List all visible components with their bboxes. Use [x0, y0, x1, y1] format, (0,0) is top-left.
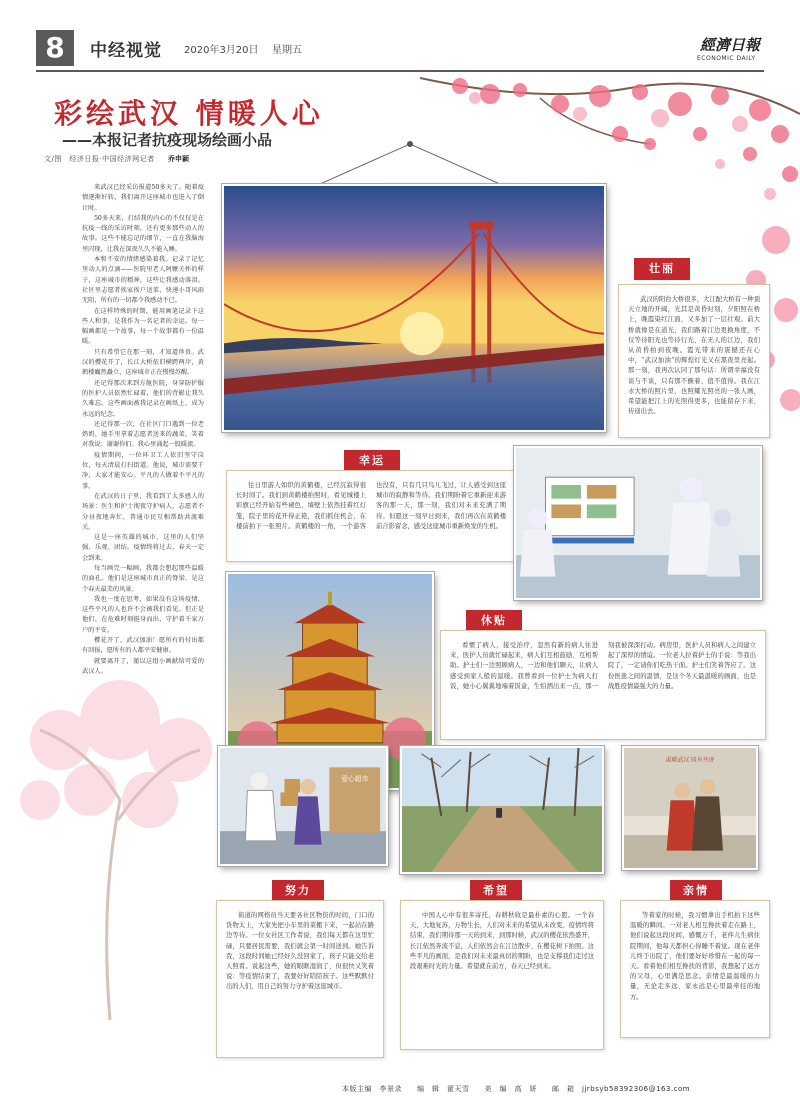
author-name: 乔申颖: [168, 155, 189, 163]
article-subtitle: ——本报记者抗疫现场绘画小品: [62, 131, 273, 149]
article-body: [82, 183, 204, 927]
newspaper-logo: 經濟日報: [700, 36, 761, 54]
body-paragraph: 每当画完一幅画，我都会想起那些温暖的面孔。他们是这座城市真正的脊梁，是这个春天最美的风景。: [82, 564, 204, 593]
caption-nuli: [216, 900, 384, 1058]
caption-text: 武汉的阳台大桥很多，大江配大桥有一种顶天立地的开阔，光其是黄昏时刻，夕阳照在桥上，晚霞染红江面，又多加了一层壮观。前大桥就像是在道光，我们路着江边更换角度，不仅等待阳光也等待行光，在无人的江边，我们从黄昏拍到夜晚。霞光带来的震撼还在心中，“武汉加油”的辉煌灯光又在黑夜里亮起。那一刻，我再次认同了那句话：所谓幸福没有谈与不谈，只有那不颤着、值不值得。我在江水大桥的照片里，也照耀光照亮的一张人画，希望能把江上的光照得更多，也能留存下来，传递出去。: [628, 296, 760, 416]
delivery-workers-painting: [218, 746, 388, 866]
article-title: 彩绘武汉 情暖人心: [54, 97, 324, 130]
rural-road-painting: [400, 746, 604, 874]
body-paragraph: 疫情期间，一位环卫工人依旧坚守岗位，每天清晨打扫街道。他说，城市需要干净，大家才能安心。平凡的人做着不平凡的事。: [82, 451, 204, 490]
medical-workers-painting: [514, 446, 762, 600]
caption-text: 往日里游人如织的黄鹤楼，已经沉寂得很长时间了。我们到黄鹤楼拍照时，看见城楼上彩旗已经开始有些褪色，墙壁上依然挂着红灯笼，院子里的花开得正艳，我们抓住机会，在楼前拍下一张照片。黄鹤楼的一角，一个游客也没有，只有几只鸟儿飞过，让人感受到这座城市的寂静和等待。我们期盼着它重新迎来游客的那一天，那一刻，我们对未来充满了期待。但愿这一刻早日到来，我们再次在黄鹤楼前合影留念，感受这座城市重新焕发的生机。: [236, 482, 506, 530]
caption-tag-qinqing: 亲情: [670, 880, 722, 902]
newspaper-logo-english: ECONOMIC DAILY: [697, 55, 756, 62]
issue-date: 2020年3月20日: [184, 45, 259, 56]
hanging-string: [320, 140, 500, 186]
caption-xingyun: [226, 470, 516, 562]
bridge-sunset-painting: [222, 184, 606, 432]
caption-tag-tiexin: 休贴: [466, 610, 522, 632]
caption-tag-zhuangli: 壮丽: [634, 258, 690, 280]
caption-text: 中国人心中有很多寄托，春耕秋收是最朴素的心愿。一个春天，大地复苏，万物生长，人们对未来的希望从未改变。疫情终将结束，我们期待那一天的到来，到那时候，武汉的樱花依然盛开，长江依然奔流不息，人们依然会在江边散步、在樱花树下拍照。这些平凡的画面，是我们对未来最真切的期盼，也是支撑我们走过这段艰难时光的力量。希望就在前方，春天已经到来。: [410, 912, 594, 971]
caption-text: 看惯了病人，接受治疗，忽然有新的病人住进来，医护人员就忙碌起来，病人们互相鼓励、互相帮助。护士们一边照顾病人，一边和他们聊天，让病人感受到家人般的温暖。我曾看到一位护士为病人打饭，她小心翼翼地端着饭盒，生怕洒出来一点，那一刻我被深深打动。病房里，医护人员和病人之间建立起了深厚的情谊。一位老人拉着护士的手说：等我出院了，一定请你们吃热干面。护士们笑着答应了。这份医患之间的温情，是这个冬天最温暖的画面，也是战胜疫情最强大的力量。: [450, 642, 756, 690]
caption-text: 街道的网格员当天要各社区物资的时间，门口的货物太上，大家先把小车里的菜搬下来，一起站在路边等待。一位女社区工作者说，我们每天都在这里忙碌，只要居民需要，我们就会第一时间送到。她告诉我，这段时间她已经好久没回家了，孩子只能交给老人照看。说起这些，她的眼眶湿润了，但很快又笑着说：等疫情结束了，我要好好陪陪孩子。这些默默付出的人们，用自己的努力守护着这座城市。: [226, 912, 374, 991]
caption-tag-xiwang: 希望: [470, 880, 522, 902]
body-paragraph: 樱花开了，武汉加油！愿所有的付出都有回报，愿所有的人都平安健康。: [82, 637, 204, 655]
body-paragraph: 来武汉已经采访报道50多天了。随着疫情逐渐好转，我们离开这座城市也进入了倒计时。: [82, 184, 204, 212]
body-paragraph: 还记得那一次，在社区门口遇到一位老奶奶，她手里拿着志愿者送来的蔬菜，笑着对我说：谢谢你们。我心里涌起一股暖流。: [82, 420, 204, 449]
caption-tag-xingyun: 幸运: [344, 450, 400, 472]
issue-weekday: 星期五: [272, 45, 302, 56]
caption-xiwang: [400, 900, 604, 1050]
elderly-couple-painting: [622, 746, 758, 870]
delivery-sign: 爱心超市: [341, 774, 369, 783]
caption-qinqing: [620, 900, 770, 1038]
body-paragraph: 在这样特殊的时期，能用画笔记录下这些人和事，是我作为一名记者的幸运。每一幅画都是一个故事，每一个故事都有一份温暖。: [82, 307, 204, 346]
couple-sign: 温暖武汉 同舟共济: [665, 757, 715, 764]
caption-zhuangli: [618, 284, 770, 438]
body-paragraph: 50多天来，打结我的内心的不仅仅是在抗疫一线的采访时刻，还有更多那些动人的故事。这些不能忘记的细节，一直在我脑海里闪现，让我在深夜久久不能入睡。: [82, 214, 204, 253]
article-byline: 文/图 经济日报·中国经济网记者: [44, 155, 155, 163]
body-paragraph: 在武汉的日子里，我看到了太多感人的场景：医生和护士彻夜守护病人，志愿者不分昼夜地奔忙，普通市民互相帮助共渡难关。: [82, 492, 204, 531]
caption-tag-nuli: 努力: [272, 880, 324, 902]
section-name: 中经视觉: [90, 41, 162, 61]
body-paragraph: 还记得那次来到方舱医院，身穿防护服的医护人员依然忙碌着，他们的背影让我久久难忘。这些画面被我记录在画纸上，成为永远的纪念。: [82, 379, 204, 418]
body-paragraph: 只有希望它在那一刻，才知道珍贵。武汉的樱花开了，长江大桥依旧横跨两岸，黄鹤楼巍然矗立，这座城市正在慢慢苏醒。: [82, 348, 204, 377]
body-paragraph: 本和不安的情绪感染着我。记录了记忆里动人的点滴——医院里老人阿嬷关怀的样子，这座城市的精神，这些让我感动落泪。社区里志愿者挨家挨户送菜，快递小哥风雨无阻，所有的一切都令我感动不已。: [82, 256, 204, 305]
caption-text: 等着家的时候，我习惯拿出手机拍下这些温暖的瞬间。一对老人相互搀扶着走在路上，他们说起这段时间，感慨万千，老伴儿生病住院期间，他每天都担心得睡不着觉。现在老伴儿终于出院了，他们要好好珍惜在一起的每一天。看着他们相互搀扶的背影，我想起了远方的父母，心里满是思念。亲情是最温暖的力量，无论走多远，家永远是心里最牵挂的地方。: [630, 912, 760, 1001]
caption-tiexin: [440, 630, 766, 740]
body-paragraph: 这是一座英雄的城市，这里的人们坚强、乐观、团结。疫情终将过去，春天一定会到来。: [82, 534, 204, 562]
page-footer: 本版主编 李景录 编 辑 翟天雪 美 编 高 妍 邮 箱 jjrbsyb58392306@163.com: [342, 1085, 691, 1093]
body-paragraph: 就要离开了，谨以这组小画献给可爱的武汉人。: [82, 657, 204, 675]
body-paragraph: 我也一度在思考，如果没有这场疫情，这些平凡的人也许不会被我们看见。但正是他们，在危难时刻挺身而出，守护着千家万户的平安。: [82, 595, 204, 634]
page-number: 8: [36, 30, 74, 66]
masthead-rule: [36, 70, 764, 72]
